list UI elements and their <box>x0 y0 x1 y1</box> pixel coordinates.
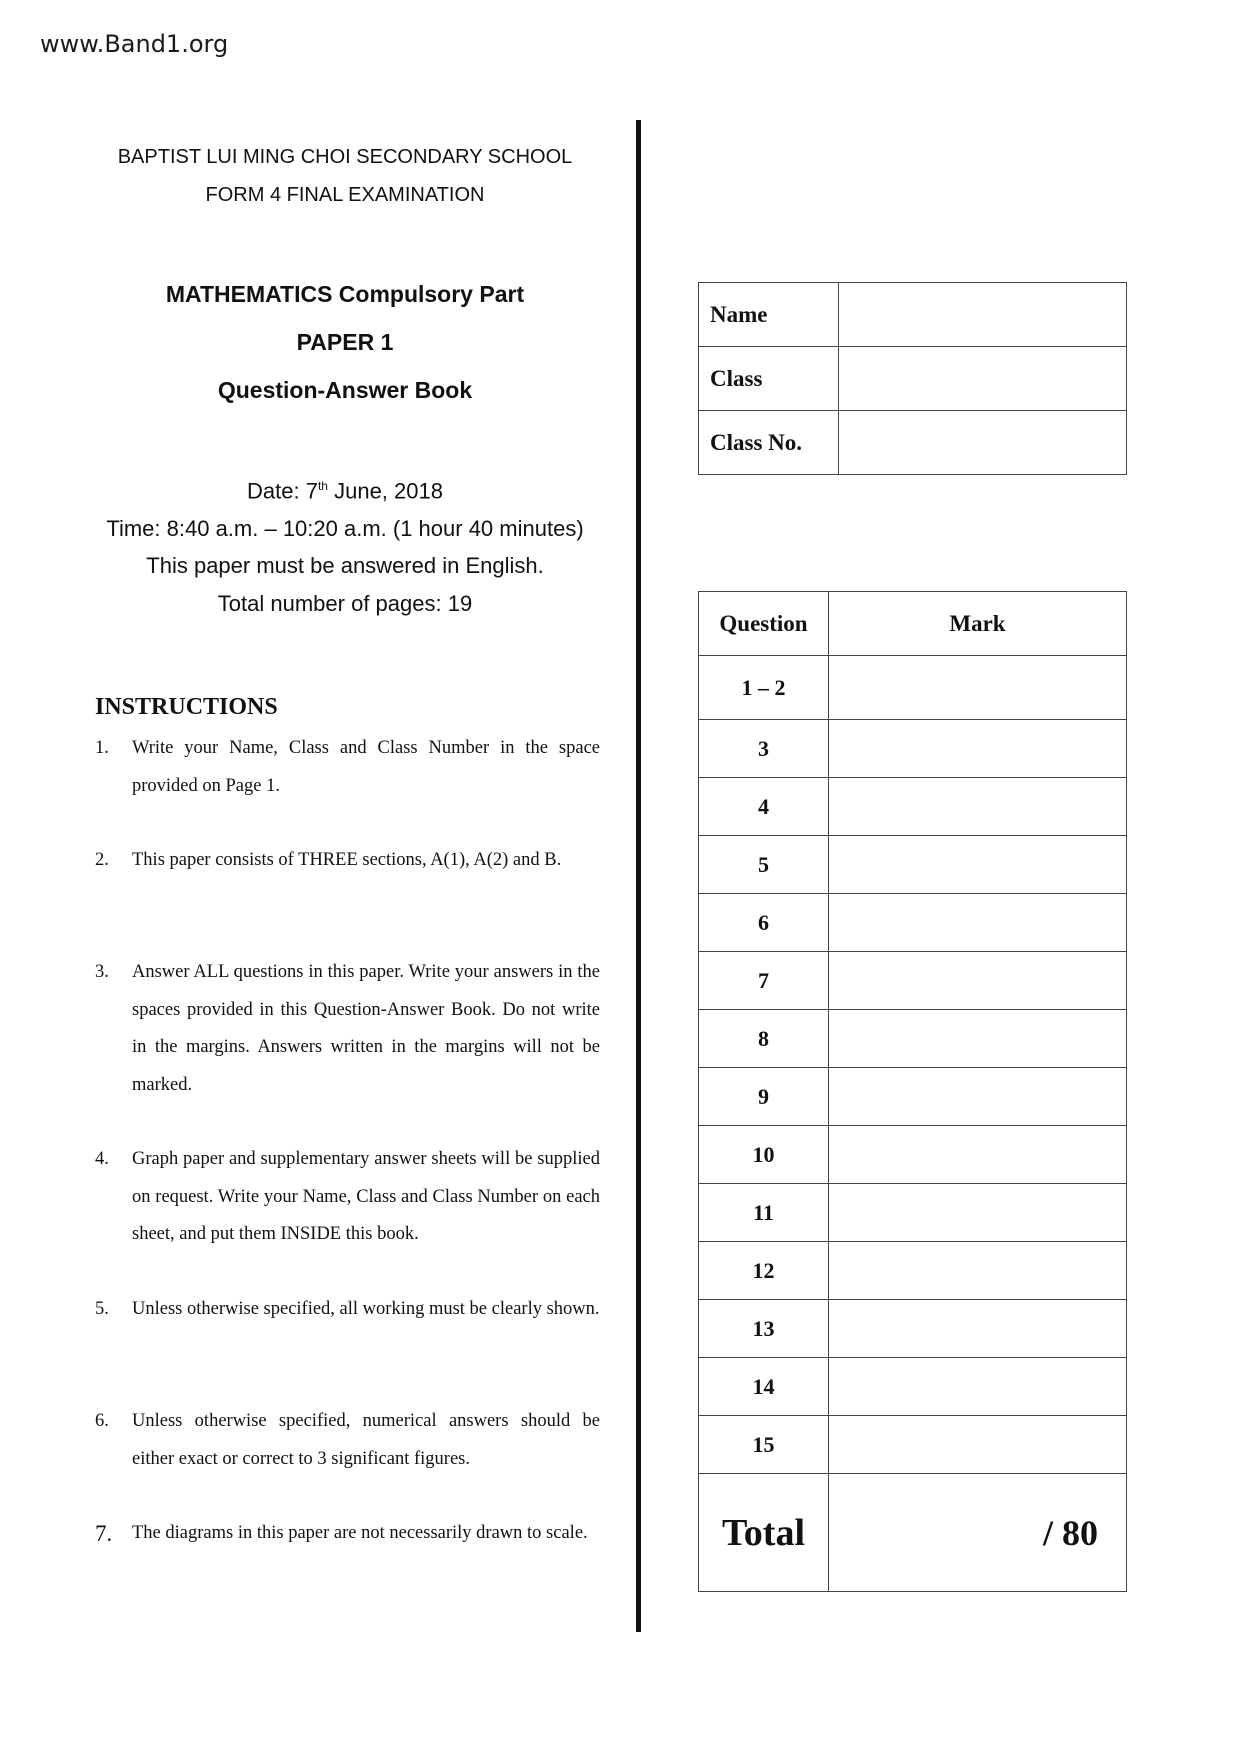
question-number: 1 – 2 <box>699 656 829 720</box>
mark-table <box>698 591 1127 1592</box>
table-row <box>699 1416 1127 1474</box>
mark-cell[interactable] <box>829 1184 1127 1242</box>
table-row <box>699 1126 1127 1184</box>
exam-date: Date: 7th June, 2018 <box>247 478 443 504</box>
question-number: 4 <box>699 778 829 836</box>
instruction-item: 1. Write your Name, Class and Class Number in the space provided on Page 1. <box>95 738 600 796</box>
instruction-item: 6. Unless otherwise specified, numerical answers should be either exact or correct to 3 significant figures. <box>95 1411 600 1469</box>
table-row <box>699 1358 1127 1416</box>
question-number: 9 <box>699 1068 829 1126</box>
mark-cell[interactable] <box>829 778 1127 836</box>
total-mark-cell[interactable]: / 80 <box>829 1474 1127 1592</box>
class-label: Class <box>699 347 839 411</box>
instruction-item: 3. Answer ALL questions in this paper. Write your answers in the spaces provided in this Question-Answer Book. Do not write in the margins. Answers written in the margins will not be marked. <box>95 962 600 1095</box>
subject-title: MATHEMATICS Compulsory Part <box>165 281 525 307</box>
table-row <box>699 347 1127 411</box>
instruction-item: 5. Unless otherwise specified, all working must be clearly shown. <box>95 1299 600 1319</box>
table-row <box>699 656 1127 720</box>
question-number: 14 <box>699 1358 829 1416</box>
table-header-row <box>699 592 1127 656</box>
table-row <box>699 283 1127 347</box>
vertical-divider <box>636 120 641 1632</box>
instructions-heading: INSTRUCTIONS <box>95 694 278 720</box>
table-row <box>699 1300 1127 1358</box>
table-row <box>699 720 1127 778</box>
question-number: 12 <box>699 1242 829 1300</box>
question-number: 13 <box>699 1300 829 1358</box>
table-row <box>699 1184 1127 1242</box>
mark-cell[interactable] <box>829 1126 1127 1184</box>
watermark-url: www.Band1.org <box>40 30 229 58</box>
mark-cell[interactable] <box>829 656 1127 720</box>
question-number: 6 <box>699 894 829 952</box>
mark-cell[interactable] <box>829 1242 1127 1300</box>
student-id-table <box>698 282 1127 475</box>
table-row <box>699 1068 1127 1126</box>
mark-header: Mark <box>829 592 1127 656</box>
class-field[interactable] <box>839 347 1127 411</box>
exam-info <box>85 468 605 622</box>
question-number: 11 <box>699 1184 829 1242</box>
paper-title: PAPER 1 <box>296 329 394 355</box>
question-number: 15 <box>699 1416 829 1474</box>
question-number: 10 <box>699 1126 829 1184</box>
mark-cell[interactable] <box>829 952 1127 1010</box>
mark-cell[interactable] <box>829 1358 1127 1416</box>
exam-time: Time: 8:40 a.m. – 10:20 a.m. (1 hour 40 minutes) <box>106 515 584 541</box>
school-name: BAPTIST LUI MING CHOI SECONDARY SCHOOL <box>117 146 573 168</box>
table-row <box>699 411 1127 475</box>
instruction-item: 2. This paper consists of THREE sections, A(1), A(2) and B. <box>95 850 562 870</box>
mark-cell[interactable] <box>829 1010 1127 1068</box>
table-row <box>699 894 1127 952</box>
table-row <box>699 836 1127 894</box>
question-header: Question <box>699 592 829 656</box>
name-label: Name <box>699 283 839 347</box>
mark-cell[interactable] <box>829 1416 1127 1474</box>
mark-cell[interactable] <box>829 836 1127 894</box>
question-number: 5 <box>699 836 829 894</box>
question-number: 3 <box>699 720 829 778</box>
paper-titles <box>95 270 595 414</box>
mark-cell[interactable] <box>829 1300 1127 1358</box>
table-row <box>699 1242 1127 1300</box>
school-header <box>95 138 595 214</box>
mark-cell[interactable] <box>829 1068 1127 1126</box>
class-no-label: Class No. <box>699 411 839 475</box>
table-row <box>699 778 1127 836</box>
mark-cell[interactable] <box>829 720 1127 778</box>
exam-pages: Total number of pages: 19 <box>217 590 473 616</box>
exam-language: This paper must be answered in English. <box>146 553 544 579</box>
total-row <box>699 1474 1127 1592</box>
total-label: Total <box>699 1474 829 1592</box>
name-field[interactable] <box>839 283 1127 347</box>
question-number: 7 <box>699 952 829 1010</box>
instruction-item: 7. The diagrams in this paper are not necessarily drawn to scale. <box>95 1521 588 1546</box>
question-number: 8 <box>699 1010 829 1068</box>
table-row <box>699 1010 1127 1068</box>
book-title: Question-Answer Book <box>217 377 473 403</box>
instruction-item: 4. Graph paper and supplementary answer sheets will be supplied on request. Write your Name, Class and Class Number on each sheet, and put them INSIDE this book. <box>95 1149 600 1244</box>
exam-name: FORM 4 FINAL EXAMINATION <box>205 184 485 206</box>
class-no-field[interactable] <box>839 411 1127 475</box>
table-row <box>699 952 1127 1010</box>
mark-cell[interactable] <box>829 894 1127 952</box>
